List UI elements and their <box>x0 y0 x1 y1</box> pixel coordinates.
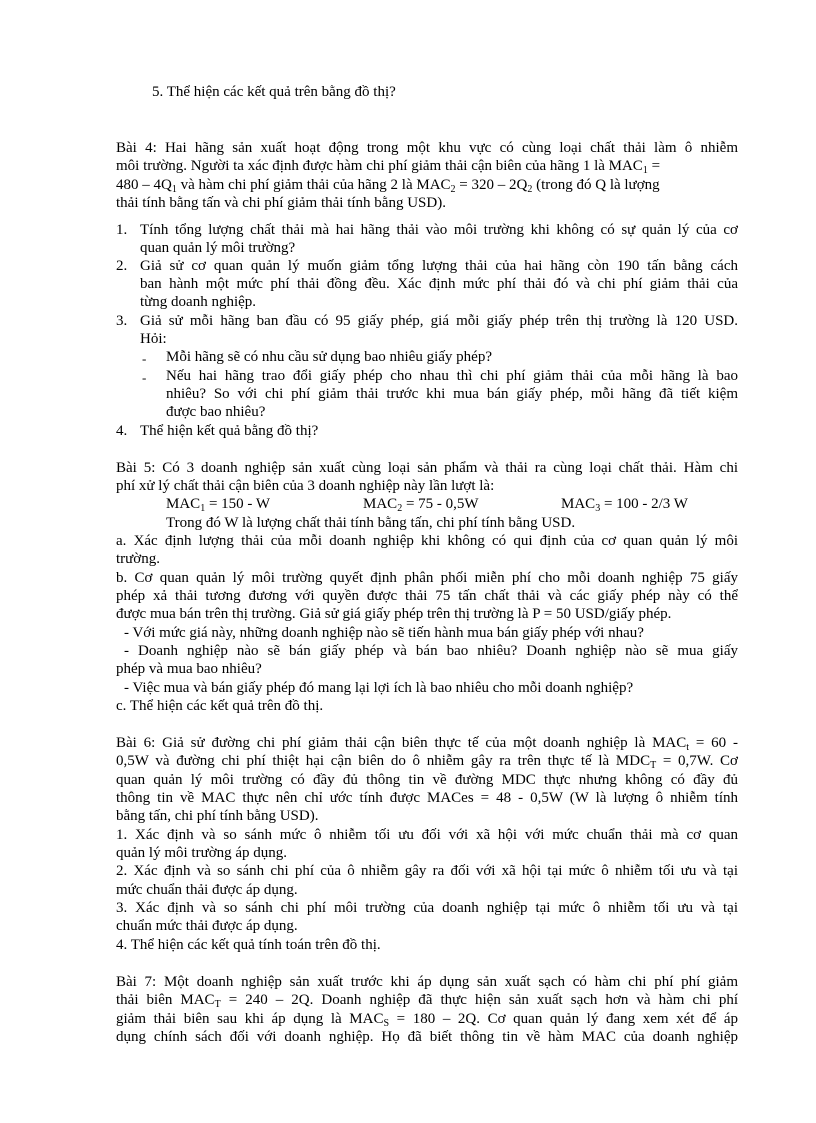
bai6-text-line: thông tin về MAC thực nên chỉ ước tính được MACes = 48 - 0,5W (W là lượng ô nhiễm tính <box>116 790 738 806</box>
sub-item-1-line-1: Mỗi hãng sẽ có nhu cầu sử dụng bao nhiêu giấy phép? <box>166 349 492 365</box>
sub-item-2-line-3: được bao nhiêu? <box>166 404 266 420</box>
list-number: 2. <box>116 258 128 274</box>
bai6-text-line: 2. Xác định và so sánh chi phí của ô nhiễm gây ra đối với xã hội tại mức ô nhiễm tối ưu và tại <box>116 863 738 879</box>
bai6-text-line: chuẩn mức thải được áp dụng. <box>116 918 298 934</box>
bai5-text-line: c. Thể hiện các kết quả trên đồ thị. <box>116 698 324 714</box>
list-item-3-line-1: Giả sử mỗi hãng ban đầu có 95 giấy phép, giá mỗi giấy phép trên thị trường là 120 USD. <box>140 313 738 329</box>
bai5-text-line: trường. <box>116 551 160 567</box>
bai6-text-line: mức chuẩn thải được áp dụng. <box>116 882 298 898</box>
bai6-text-line: quản lý môi trường áp dụng. <box>116 845 288 861</box>
list-item-4-line-1: Thể hiện kết quả bằng đồ thị? <box>140 423 319 439</box>
bai5-text-line: phép và mua bao nhiêu? <box>116 661 262 677</box>
sub-item-2-line-2: nhiêu? So với chi phí giảm thải trước khi mua bán giấy phép, mỗi hãng đã tiết kiệm <box>166 386 738 402</box>
bai5-text-line: được mua bán trên thị trường. Giả sử giá giấy phép trên thị trường là P = 50 USD/giấy phép. <box>116 606 672 622</box>
bai7-line-3: giảm thải biên sau khi áp dụng là $MAC_S = 180 - 2Q$. Cơ quan quản lý đang xem xét để áp <box>116 1011 738 1029</box>
item-5-text: 5. Thể hiện các kết quả trên bằng đồ thị? <box>152 84 396 100</box>
bai4-line-4: thải tính bằng tấn và chi phí giảm thải tính bằng USD). <box>116 195 446 211</box>
list-number: 3. <box>116 313 128 329</box>
bai4-line-3: $480 - 4Q_1$ và hàm chi phí giảm thải của hãng 2 là $MAC_2 = 320 - 2Q_2$ (trong đó Q là lượng <box>116 177 660 195</box>
bai6-text-line: bằng tấn, chi phí tính bằng USD). <box>116 808 319 824</box>
bai5-text-line: a. Xác định lượng thải của mỗi doanh nghiệp khi không có qui định của cơ quan quản lý môi <box>116 533 738 549</box>
bai4-line-1: Bài 4: Hai hãng sản xuất hoạt động trong một khu vực có cùng loại chất thải làm ô nhiễm <box>116 140 738 156</box>
bullet-dash: - <box>142 351 147 366</box>
bai6-line-1: Bài 6: Giả sử đường chi phí giảm thải cận biên thực tế của một doanh nghiệp là $MAC_t = 60$ - <box>116 735 738 753</box>
bai5-text-line: - Với mức giá này, những doanh nghiệp nào sẽ tiến hành mua bán giấy phép với nhau? <box>124 625 644 641</box>
bullet-dash: - <box>142 370 147 385</box>
list-item-3-line-2: Hỏi: <box>140 331 167 347</box>
formula-mac2: $MAC_2 = 75 - 0,5W$ <box>363 496 479 514</box>
bai6-line-2: 0,5W và đường chi phí thiệt hại cận biên do ô nhiễm gây ra trên thực tế là $MDC_T = 0,7W$. Cơ <box>116 753 738 771</box>
bai7-line-2: thải biên $MAC_T = 240 - 2Q$. Doanh nghiệp đã thực hiện sản xuất sạch hơn và hàm chi phí <box>116 992 738 1010</box>
list-number: 4. <box>116 423 128 439</box>
bai5-text-line: - Việc mua và bán giấy phép đó mang lại lợi ích là bao nhiêu cho mỗi doanh nghiệp? <box>124 680 634 696</box>
list-item-1-line-1: Tính tổng lượng chất thải mà hai hãng thải vào môi trường khi không có sự quản lý của cơ <box>140 222 738 238</box>
bai4-line-2: môi trường. Người ta xác định được hàm chi phí giảm thải cận biên của hãng 1 là $MAC_1$ = <box>116 158 661 176</box>
bai5-text-line: b. Cơ quan quản lý môi trường quyết định phân phối miễn phí cho mỗi doanh nghiệp 75 giấy <box>116 570 738 586</box>
bai5-text-line: phép xả thải tương đương với quyền được thải 75 tấn chất thải và các giấy phép này có thể <box>116 588 738 604</box>
sub-item-2-line-1: Nếu hai hãng trao đổi giấy phép cho nhau thì chi phí giảm thải của mỗi hãng là bao <box>166 368 738 384</box>
bai6-text-line: quan quản lý môi trường có đầy đủ thông tin về đường MDC thực nhưng không có đầy đủ <box>116 772 738 788</box>
bai7-line-4: dụng chính sách đối với doanh nghiệp. Họ đã biết thông tin về hàm MAC của doanh nghiệp <box>116 1029 738 1045</box>
bai6-text-line: 1. Xác định và so sánh mức ô nhiễm tối ưu đối với xã hội với mức chuẩn thải mà cơ quan <box>116 827 738 843</box>
list-item-2-line-1: Giả sử cơ quan quản lý muốn giảm tổng lượng thải của hai hãng còn 190 tấn bằng cách <box>140 258 738 274</box>
formula-mac3: $MAC_3 = 100 - 2/3$ W <box>561 496 688 514</box>
bai5-note: Trong đó W là lượng chất thải tính bằng tấn, chi phí tính bằng USD. <box>166 515 576 531</box>
list-item-2-line-2: ban hành một mức phí thải đồng đều. Xác định mức phí thải đó và chi phí giảm thải của <box>140 276 738 292</box>
list-item-1-line-2: quan quản lý môi trường? <box>140 240 296 256</box>
bai5-line-1: Bài 5: Có 3 doanh nghiệp sản xuất cùng loại sản phẩm và thải ra cùng loại chất thải. Hàm chi <box>116 460 738 476</box>
formula-mac1: $MAC_1 = 150 - W$ <box>166 496 271 514</box>
bai5-text-line: - Doanh nghiệp nào sẽ bán giấy phép và bán bao nhiêu? Doanh nghiệp nào sẽ mua giấy <box>124 643 738 659</box>
bai6-text-line: 4. Thể hiện các kết quả tính toán trên đồ thị. <box>116 937 381 953</box>
bai7-line-1: Bài 7: Một doanh nghiệp sản xuất trước khi áp dụng sản xuất sạch có hàm chi phí phí giảm <box>116 974 738 990</box>
bai5-line-2: phí xử lý chất thải cận biên của 3 doanh nghiệp này lần lượt là: <box>116 478 495 494</box>
list-item-2-line-3: từng doanh nghiệp. <box>140 294 257 310</box>
list-number: 1. <box>116 222 128 238</box>
bai6-text-line: 3. Xác định và so sánh chi phí môi trường của doanh nghiệp tại mức ô nhiễm tối ưu và tại <box>116 900 738 916</box>
